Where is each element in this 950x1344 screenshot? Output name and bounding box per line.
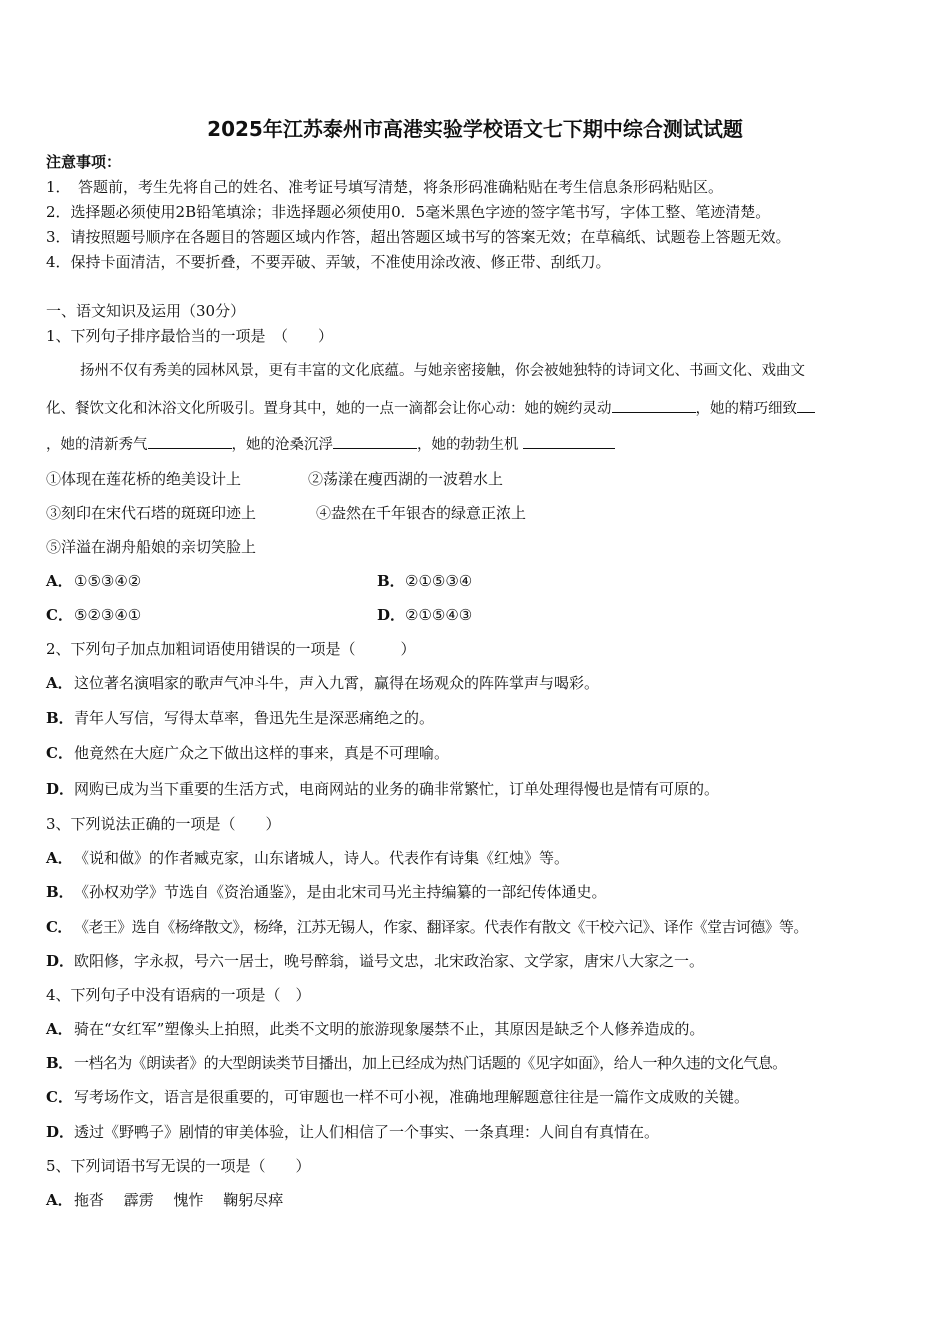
sentence-option: ①体现在莲花桥的绝美设计上	[46, 470, 242, 488]
passage-text: ，她的沧桑沉浮	[231, 437, 333, 453]
answer-blank[interactable]	[148, 434, 232, 449]
section-heading: 一、语文知识及运用（30分）	[46, 302, 246, 320]
answer-option-a[interactable]: A．骑在“女红军”塑像头上拍照，此类不文明的旅游现象屡禁不止，其原因是缺乏个人修养造成的。	[46, 1020, 705, 1038]
answer-option-b[interactable]: B．②①⑤③④	[377, 572, 473, 590]
answer-option-b[interactable]: B．青年人写信，写得太草率，鲁迅先生是深恶痛绝之的。	[46, 709, 435, 727]
answer-option-a[interactable]: A．这位著名演唱家的歌声气冲斗牛，声入九霄，赢得在场观众的阵阵掌声与喝彩。	[46, 674, 600, 692]
passage-line: 扬州不仅有秀美的园林风景，更有丰富的文化底蕴。与她亲密接触，你会被她独特的诗词文化、书画文化、戏曲文	[80, 363, 805, 379]
answer-option-c[interactable]: C．⑤②③④①	[46, 606, 142, 624]
passage-line	[46, 398, 908, 419]
question-stem: 5、下列词语书写无误的一项是（ ）	[46, 1157, 311, 1175]
answer-blank[interactable]	[612, 398, 696, 413]
answer-option-a[interactable]: A．①⑤③④②	[46, 572, 142, 590]
sentence-option: ④盎然在千年银杏的绿意正浓上	[316, 504, 527, 522]
notice-item: 1． 答题前，考生先将自己的姓名、准考证号填写清楚，将条形码准确粘贴在考生信息条形码粘贴区。	[46, 178, 724, 196]
question-stem: 2、下列句子加点加粗词语使用错误的一项是（ ）	[46, 640, 416, 658]
answer-option-d[interactable]: D．②①⑤④③	[377, 606, 473, 624]
notice-item: 4．保持卡面清洁，不要折叠，不要弄破、弄皱，不准使用涂改液、修正带、刮纸刀。	[46, 253, 611, 271]
answer-option-b[interactable]: B． 一档名为《朗读者》的大型朗读类节目播出，加上已经成为热门话题的《见字如面》，给人一种久违的文化气息。	[46, 1054, 787, 1072]
passage-text: ，她的精巧细致	[695, 401, 797, 417]
question-stem: 1、下列句子排序最恰当的一项是 （ ）	[46, 327, 334, 345]
answer-option-d[interactable]: D．欧阳修，字永叔，号六一居士，晚号醉翁，谥号文忠，北宋政治家、文学家，唐宋八大家之一。	[46, 952, 705, 970]
passage-text: 化、餐饮文化和沐浴文化所吸引。置身其中，她的一点一滴都会让你心动：她的婉约灵动	[46, 401, 612, 417]
notice-item: 2．选择题必须使用2B铅笔填涂；非选择题必须使用0．5毫米黑色字迹的签字笔书写，字体工整、笔迹清楚。	[46, 203, 771, 221]
page-title: 2025年江苏泰州市高港实验学校语文七下期中综合测试试题	[207, 117, 743, 141]
passage-text: ，她的清新秀气	[46, 437, 148, 453]
answer-blank[interactable]	[797, 398, 815, 413]
answer-option-d[interactable]: D．透过《野鸭子》剧情的审美体验，让人们相信了一个事实、一条真理：人间自有真情在。	[46, 1123, 660, 1141]
question-stem: 4、下列句子中没有语病的一项是（ ）	[46, 986, 311, 1004]
answer-blank[interactable]	[523, 434, 615, 449]
sentence-option: ③刻印在宋代石塔的斑斑印迹上	[46, 504, 257, 522]
answer-option-d[interactable]: D．网购已成为当下重要的生活方式，电商网站的业务的确非常繁忙，订单处理得慢也是情有可原的。	[46, 780, 720, 798]
answer-option-c[interactable]: C．写考场作文，语言是很重要的，可审题也一样不可小视，准确地理解题意往往是一篇作文成败的关键。	[46, 1088, 750, 1106]
answer-option-a[interactable]: A．《说和做》的作者臧克家，山东诸城人，诗人。代表作有诗集《红烛》等。	[46, 849, 570, 867]
notice-item: 3．请按照题号顺序在各题目的答题区域内作答，超出答题区域书写的答案无效；在草稿纸、试题卷上答题无效。	[46, 228, 791, 246]
answer-blank[interactable]	[333, 434, 417, 449]
sentence-option: ②荡漾在瘦西湖的一波碧水上	[308, 470, 504, 488]
answer-option-b[interactable]: B．《孙权劝学》节选自《资治通鉴》，是由北宋司马光主持编纂的一部纪传体通史。	[46, 883, 607, 901]
passage-line	[46, 434, 908, 455]
sentence-option: ⑤洋溢在湖舟船娘的亲切笑脸上	[46, 538, 257, 556]
passage-text: ，她的勃勃生机	[417, 437, 519, 453]
answer-option-a[interactable]: A．拖沓 霹雳 愧怍 鞠躬尽瘁	[46, 1191, 284, 1209]
question-stem: 3、下列说法正确的一项是（ ）	[46, 815, 281, 833]
answer-option-c[interactable]: C． 《老王》选自《杨绛散文》，杨绛，江苏无锡人，作家、翻译家。代表作有散文《干校六记》、译作《堂吉诃德》等。	[46, 918, 808, 936]
notice-heading: 注意事项：	[46, 153, 122, 171]
answer-option-c[interactable]: C．他竟然在大庭广众之下做出这样的事来，真是不可理喻。	[46, 744, 450, 762]
